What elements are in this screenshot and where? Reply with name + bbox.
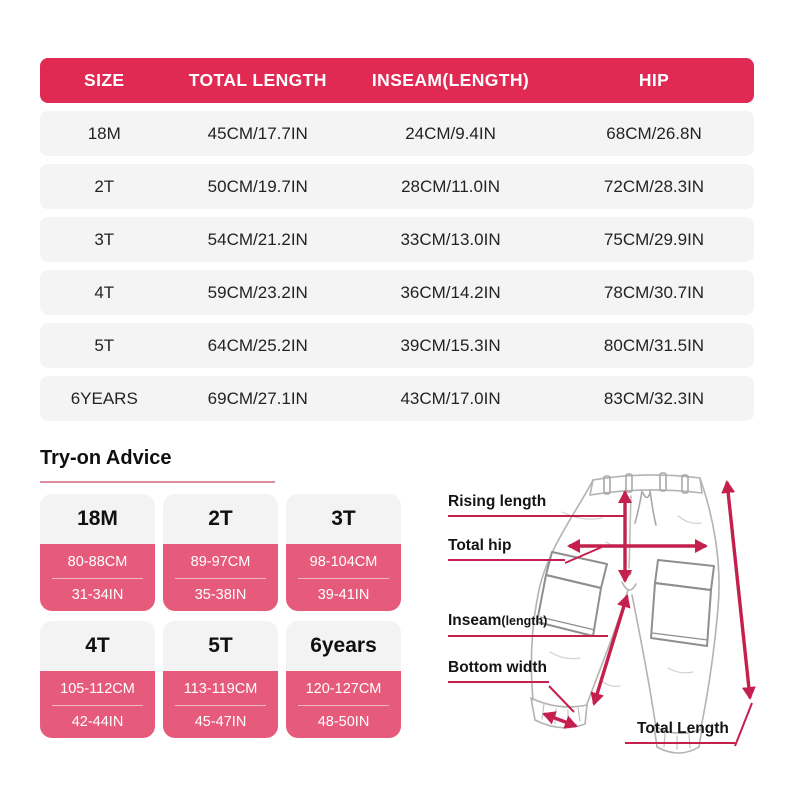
total-length-arrow	[727, 482, 750, 698]
tryon-card-size: 2T	[163, 494, 278, 544]
label-rising-length: Rising length	[448, 492, 625, 517]
tryon-card-in: 42-44IN	[71, 714, 124, 730]
cell-total-length: 50CM/19.7IN	[207, 176, 308, 196]
tryon-card	[163, 621, 278, 738]
cell-hip: 83CM/32.3IN	[603, 388, 705, 408]
label-total-hip: Total hip	[448, 536, 565, 561]
column-header-size: SIZE	[84, 70, 125, 90]
cell-total-length: 45CM/17.7IN	[207, 123, 308, 143]
tryon-card-cm: 113-119CM	[175, 681, 266, 706]
label-inseam: Inseam(length)	[448, 611, 608, 637]
table-row	[40, 376, 754, 421]
tryon-card-cm: 98-104CM	[298, 554, 389, 579]
cell-hip: 68CM/26.8N	[606, 123, 702, 143]
cell-inseam: 39CM/15.3IN	[400, 335, 501, 355]
tryon-card	[163, 494, 278, 611]
cell-size: 4T	[94, 282, 115, 302]
cell-size: 6YEARS	[70, 388, 138, 408]
tryon-card-size: 6years	[286, 621, 401, 671]
tryon-card-in: 39-41IN	[317, 587, 370, 603]
label-bottom-width: Bottom width	[448, 658, 549, 683]
bottom-width-connector	[549, 686, 574, 712]
tryon-card	[40, 621, 155, 738]
cell-hip: 72CM/28.3IN	[603, 176, 705, 196]
table-row	[40, 323, 754, 368]
tryon-card-in: 45-47IN	[194, 714, 247, 730]
cell-total-length: 64CM/25.2IN	[207, 335, 308, 355]
tryon-card	[286, 621, 401, 738]
size-table	[40, 58, 754, 429]
table-row	[40, 270, 754, 315]
cell-size: 3T	[94, 229, 115, 249]
tryon-title-underline	[40, 481, 275, 483]
tryon-card-in: 35-38IN	[194, 587, 247, 603]
tryon-card-cm: 120-127CM	[298, 681, 389, 706]
cell-inseam: 36CM/14.2IN	[400, 282, 501, 302]
cell-inseam: 24CM/9.4IN	[405, 123, 496, 143]
total-hip-connector	[565, 547, 602, 563]
column-header-total-length: TOTAL LENGTH	[188, 70, 327, 90]
table-row	[40, 217, 754, 262]
cell-total-length: 59CM/23.2IN	[207, 282, 308, 302]
table-row	[40, 111, 754, 156]
cell-hip: 75CM/29.9IN	[603, 229, 705, 249]
total-length-connector	[735, 703, 752, 746]
tryon-card	[40, 494, 155, 611]
tryon-card-cm: 80-88CM	[52, 554, 143, 579]
table-row	[40, 164, 754, 209]
label-total-length: Total Length	[625, 719, 735, 744]
cell-total-length: 54CM/21.2IN	[207, 229, 308, 249]
bottom-width-arrow	[544, 714, 576, 726]
tryon-cards	[40, 494, 401, 738]
tryon-card-in: 31-34IN	[71, 587, 124, 603]
tryon-card-cm: 89-97CM	[175, 554, 266, 579]
cell-inseam: 43CM/17.0IN	[400, 388, 501, 408]
tryon-title: Try-on Advice	[40, 447, 172, 469]
column-header-hip: HIP	[638, 70, 670, 90]
tryon-card-size: 3T	[286, 494, 401, 544]
cell-size: 5T	[94, 335, 115, 355]
measurement-diagram	[430, 450, 800, 800]
cell-hip: 78CM/30.7IN	[603, 282, 705, 302]
cell-size: 18M	[87, 123, 121, 143]
tryon-card-size: 4T	[40, 621, 155, 671]
cell-size: 2T	[94, 176, 115, 196]
tryon-card-size: 18M	[40, 494, 155, 544]
tryon-card-cm: 105-112CM	[52, 681, 143, 706]
tryon-card-in: 48-50IN	[317, 714, 370, 730]
cell-hip: 80CM/31.5IN	[603, 335, 705, 355]
cell-total-length: 69CM/27.1IN	[207, 388, 308, 408]
tryon-card	[286, 494, 401, 611]
column-header-inseam: INSEAM(LENGTH)	[371, 70, 530, 90]
cell-inseam: 33CM/13.0IN	[400, 229, 501, 249]
cell-inseam: 28CM/11.0IN	[401, 176, 500, 196]
tryon-card-size: 5T	[163, 621, 278, 671]
table-header-row	[40, 58, 754, 103]
